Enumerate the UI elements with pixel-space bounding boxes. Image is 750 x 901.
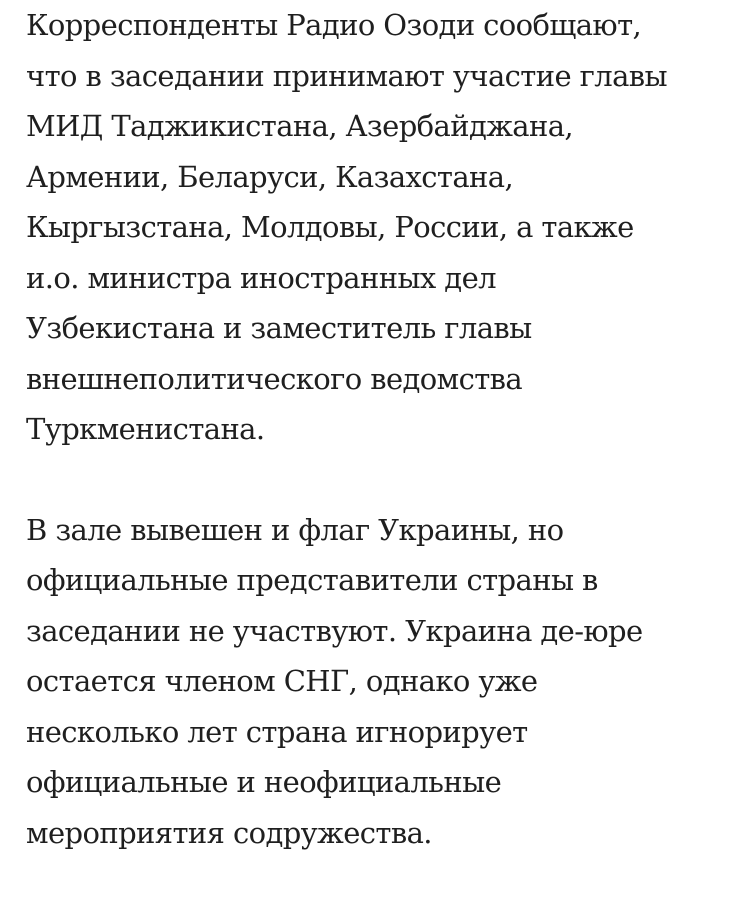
text-line: В зале вывешен и флаг Украины, но [26,512,564,547]
text-line: мероприятия содружества. [26,815,432,850]
text-line: внешнеполитического ведомства [26,361,523,396]
text-line: Армении, Беларуси, Казахстана, [26,159,514,194]
article-body [26,0,736,858]
text-line: Узбекистана и заместитель главы [26,311,532,345]
text-line: Корреспонденты Радио Озоди сообщают, [26,8,642,42]
text-line: официальные представители страны в [26,563,598,597]
text-line: Кыргызстана, Молдовы, России, а также [26,210,634,244]
paragraph-participants [26,0,736,455]
paragraph-ukraine [26,505,736,859]
text-line: МИД Таджикистана, Азербайджана, [26,109,573,143]
text-line: Туркменистана. [26,412,265,446]
text-line: официальные и неофициальные [26,765,502,799]
paragraph-spacer [26,455,736,505]
text-line: и.о. министра иностранных дел [26,260,496,295]
text-line: заседании не участвуют. Украина де-юре [26,613,643,648]
text-line: остается членом СНГ, однако уже [26,664,538,698]
text-line: несколько лет страна игнорирует [26,714,528,749]
text-line: что в заседании принимают участие главы [26,58,667,93]
